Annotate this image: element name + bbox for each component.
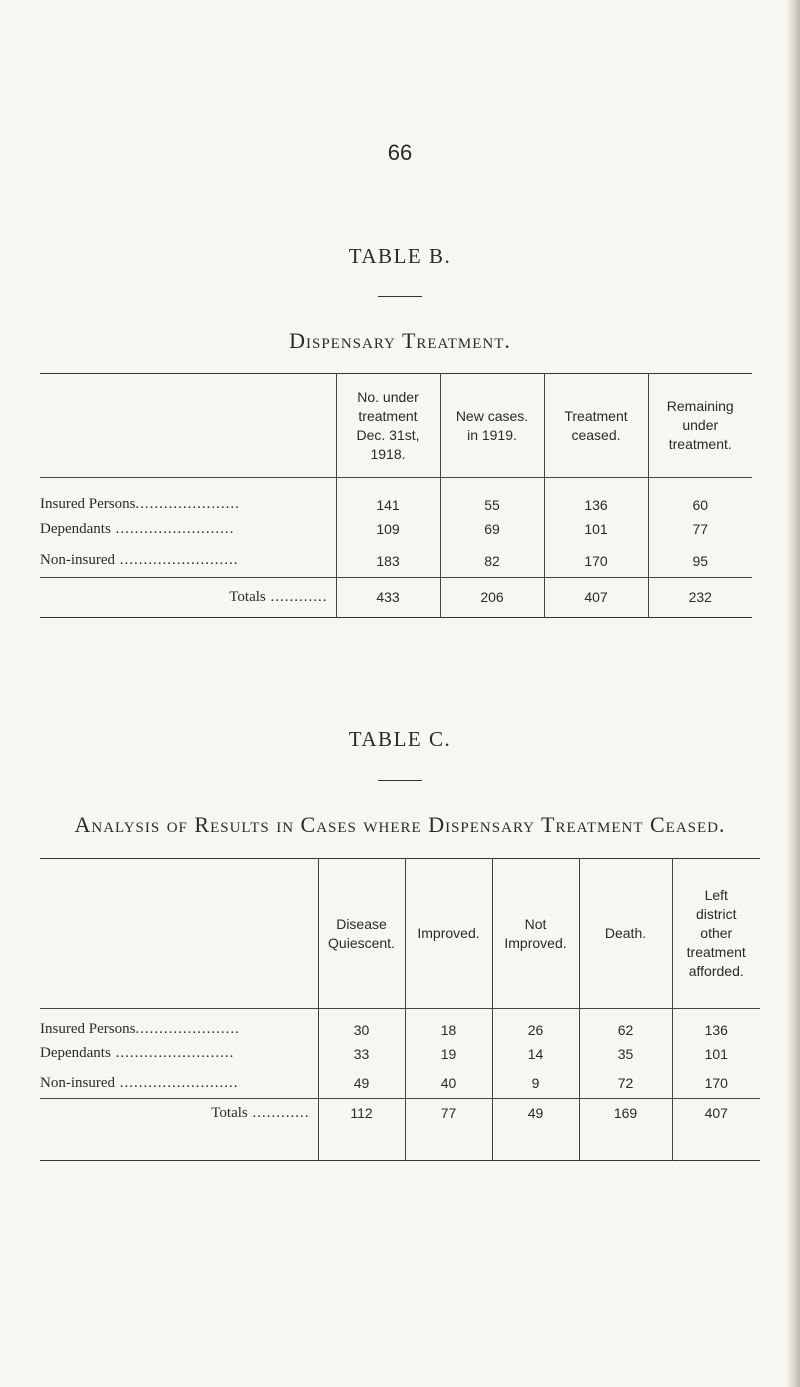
table-cell: 112	[318, 1099, 405, 1161]
table-cell: 136	[544, 478, 648, 514]
table-cell: 82	[440, 545, 544, 577]
table-cell: 60	[648, 478, 752, 514]
table-cell: 30	[318, 1009, 405, 1039]
header-treatment-ceased: Treatment ceased.	[544, 374, 648, 478]
header-blank	[40, 374, 336, 478]
table-cell: 62	[579, 1009, 672, 1039]
dispensary-treatment-table	[40, 373, 752, 618]
table-header-row	[40, 859, 760, 1009]
page-number: 66	[387, 140, 413, 165]
header-remaining-under-treatment: Remaining under treatment.	[648, 374, 752, 478]
table-b-title: TABLE B.	[348, 244, 452, 268]
totals-label: Totals ............	[229, 588, 328, 605]
table-cell: 33	[318, 1039, 405, 1069]
table-cell: 109	[336, 513, 440, 545]
table-cell: 77	[405, 1099, 492, 1161]
table-cell: 407	[544, 577, 648, 617]
table-cell: 183	[336, 545, 440, 577]
header-no-under-treatment: No. under treatment Dec. 31st, 1918.	[336, 374, 440, 478]
row-label: Dependants .........................	[40, 1045, 235, 1061]
table-cell: 232	[648, 577, 752, 617]
table-cell: 206	[440, 577, 544, 617]
header-new-cases: New cases. in 1919.	[440, 374, 544, 478]
header-disease-quiescent: Disease Quiescent.	[318, 859, 405, 1009]
totals-label: Totals ............	[211, 1105, 310, 1121]
table-cell: 35	[579, 1039, 672, 1069]
table-cell: 101	[544, 513, 648, 545]
page-edge-shadow	[786, 0, 800, 1387]
table-cell: 18	[405, 1009, 492, 1039]
table-cell: 95	[648, 545, 752, 577]
header-death: Death.	[579, 859, 672, 1009]
row-label: Non-insured .........................	[40, 1074, 239, 1091]
table-cell: 40	[405, 1069, 492, 1099]
results-analysis-table	[40, 858, 760, 1161]
row-label: Insured Persons......................	[40, 496, 240, 512]
table-header-row	[40, 374, 752, 478]
table-c-title: TABLE C.	[348, 727, 452, 751]
totals-row	[40, 577, 752, 617]
table-cell: 101	[672, 1039, 760, 1069]
table-cell: 9	[492, 1069, 579, 1099]
table-row	[40, 545, 752, 577]
table-row	[40, 513, 752, 545]
table-row	[40, 1069, 760, 1099]
table-row	[40, 1039, 760, 1069]
row-label: Insured Persons......................	[40, 1021, 240, 1038]
table-cell: 169	[579, 1099, 672, 1161]
row-label: Non-insured .........................	[40, 552, 239, 569]
table-cell: 407	[672, 1099, 760, 1161]
table-cell: 136	[672, 1009, 760, 1039]
table-cell: 19	[405, 1039, 492, 1069]
table-cell: 72	[579, 1069, 672, 1099]
table-b-subtitle: Dispensary Treatment.	[289, 328, 511, 353]
table-cell: 141	[336, 478, 440, 514]
row-label: Dependants .........................	[40, 520, 235, 537]
table-cell: 26	[492, 1009, 579, 1039]
header-left-district: Left district other treatment afforded.	[672, 859, 760, 1009]
table-cell: 433	[336, 577, 440, 617]
header-not-improved: Not Improved.	[492, 859, 579, 1009]
table-cell: 69	[440, 513, 544, 545]
table-cell: 49	[318, 1069, 405, 1099]
totals-row	[40, 1099, 760, 1161]
table-row	[40, 1009, 760, 1039]
table-cell: 170	[672, 1069, 760, 1099]
table-cell: 14	[492, 1039, 579, 1069]
table-row	[40, 478, 752, 514]
table-c-subtitle: Analysis of Results in Cases where Dispensary Treatment Ceased.	[74, 812, 726, 837]
table-cell: 49	[492, 1099, 579, 1161]
table-cell: 55	[440, 478, 544, 514]
table-cell: 77	[648, 513, 752, 545]
header-improved: Improved.	[405, 859, 492, 1009]
table-cell: 170	[544, 545, 648, 577]
header-blank	[40, 859, 318, 1009]
